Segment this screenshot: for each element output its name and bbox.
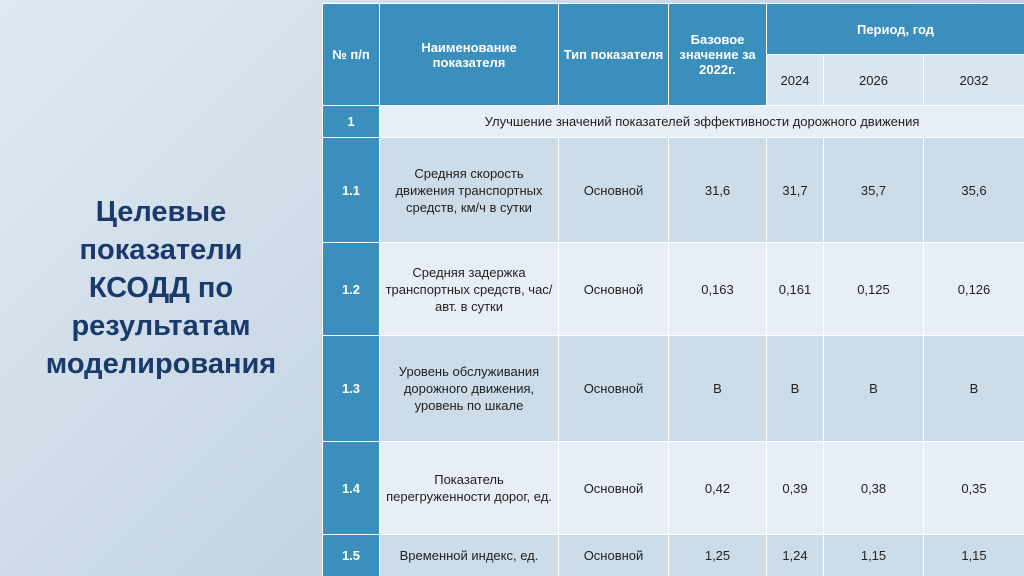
row-base: 0,42	[669, 442, 767, 535]
indicators-table	[322, 3, 1024, 576]
section-row	[323, 106, 1024, 138]
row-2032: 0,126	[924, 243, 1024, 336]
row-2024: 1,24	[767, 535, 824, 576]
row-2026: 1,15	[824, 535, 924, 576]
title-panel	[0, 0, 322, 576]
row-type: Основной	[559, 243, 669, 336]
row-name: Временной индекс, ед.	[380, 535, 559, 576]
header-name: Наименование показателя	[380, 4, 559, 106]
table-row	[323, 336, 1024, 442]
header-base: Базовое значение за 2022г.	[669, 4, 767, 106]
row-2024: 0,161	[767, 243, 824, 336]
row-num: 1.2	[323, 243, 380, 336]
slide-title: Целевые показатели КСОДД по результатам моделирования	[45, 196, 277, 380]
row-num: 1.5	[323, 535, 380, 576]
row-2026: 0,125	[824, 243, 924, 336]
row-type: Основной	[559, 138, 669, 243]
row-2024: 0,39	[767, 442, 824, 535]
row-num: 1.4	[323, 442, 380, 535]
row-base: B	[669, 336, 767, 442]
table-row	[323, 138, 1024, 243]
row-base: 1,25	[669, 535, 767, 576]
row-2024: B	[767, 336, 824, 442]
row-2026: 35,7	[824, 138, 924, 243]
row-name: Уровень обслуживания дорожного движения, уровень по шкале	[380, 336, 559, 442]
row-name: Средняя скорость движения транспортных средств, км/ч в сутки	[380, 138, 559, 243]
header-year-2026: 2026	[824, 55, 924, 106]
header-num: № п/п	[323, 4, 380, 106]
row-2032: 35,6	[924, 138, 1024, 243]
row-num: 1.1	[323, 138, 380, 243]
row-base: 31,6	[669, 138, 767, 243]
row-2032: B	[924, 336, 1024, 442]
row-2032: 1,15	[924, 535, 1024, 576]
row-2026: 0,38	[824, 442, 924, 535]
row-type: Основной	[559, 442, 669, 535]
table-row	[323, 243, 1024, 336]
header-row	[323, 4, 1024, 55]
section-num: 1	[323, 106, 380, 138]
row-name: Средняя задержка транспортных средств, час/авт. в сутки	[380, 243, 559, 336]
row-num: 1.3	[323, 336, 380, 442]
row-2032: 0,35	[924, 442, 1024, 535]
row-2026: B	[824, 336, 924, 442]
header-type: Тип показателя	[559, 4, 669, 106]
header-year-2032: 2032	[924, 55, 1024, 106]
section-title: Улучшение значений показателей эффективности дорожного движения	[380, 106, 1024, 138]
row-type: Основной	[559, 336, 669, 442]
table-row	[323, 535, 1024, 576]
row-base: 0,163	[669, 243, 767, 336]
header-year-2024: 2024	[767, 55, 824, 106]
row-name: Показатель перегруженности дорог, ед.	[380, 442, 559, 535]
row-type: Основной	[559, 535, 669, 576]
header-period: Период, год	[767, 4, 1024, 55]
indicators-table-wrapper	[322, 3, 1024, 576]
row-2024: 31,7	[767, 138, 824, 243]
table-row	[323, 442, 1024, 535]
